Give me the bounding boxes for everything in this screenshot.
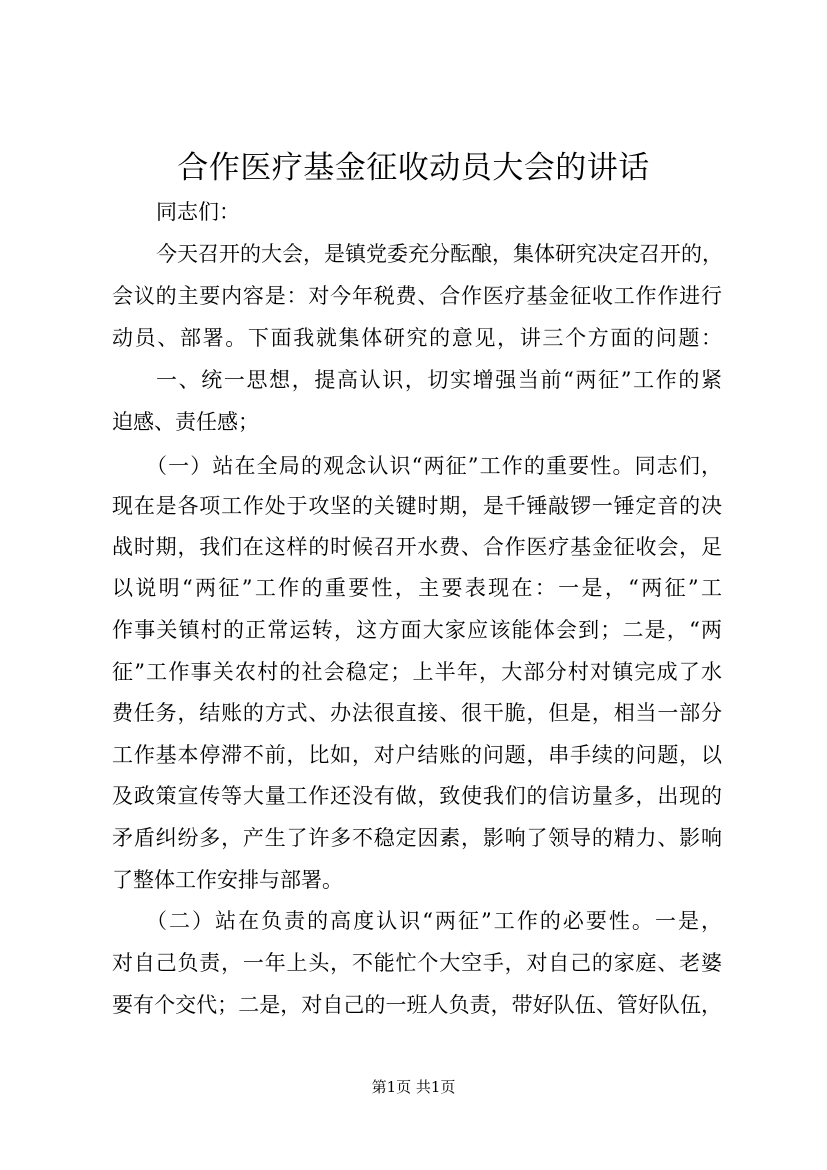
section-heading-line: 一、统一思想，提高认识，切实增强当前“两征”工作的紧 — [156, 368, 722, 392]
paragraph-line: 以说明“两征”工作的重要性，主要表现在：一是，“两征”工 — [112, 576, 722, 600]
paragraph-line: 动员、部署。下面我就集体研究的意见，讲三个方面的问题： — [112, 326, 722, 350]
paragraph-line: 要有个交代；二是，对自己的一班人负责，带好队伍、管好队伍， — [112, 993, 722, 1017]
section-heading-line: 迫感、责任感； — [112, 410, 259, 434]
salutation: 同志们： — [156, 200, 240, 224]
paragraph-line: 对自己负责，一年上头，不能忙个大空手，对自己的家庭、老婆 — [112, 951, 722, 975]
paragraph-line: 了整体工作安排与部署。 — [112, 868, 343, 892]
paragraph-line: 会议的主要内容是：对今年税费、合作医疗基金征收工作作进行 — [112, 284, 722, 308]
paragraph-line: 现在是各项工作处于攻坚的关键时期，是千锤敲锣一锤定音的决 — [112, 494, 722, 518]
paragraph-line: 费任务，结账的方式、办法很直接、很干脆，但是，相当一部分 — [112, 701, 722, 725]
paragraph-line: 作事关镇村的正常运转，这方面大家应该能体会到；二是，“两 — [112, 618, 722, 642]
page-footer: 第1页 共1页 — [371, 1078, 456, 1096]
paragraph-line: （二）站在负责的高度认识“两征”工作的必要性。一是， — [146, 909, 722, 933]
paragraph-line: 及政策宣传等大量工作还没有做，致使我们的信访量多，出现的 — [112, 784, 722, 808]
paragraph-line: （一）站在全局的观念认识“两征”工作的重要性。同志们， — [146, 454, 722, 478]
paragraph-line: 工作基本停滞不前，比如，对户结账的问题，串手续的问题，以 — [112, 743, 722, 767]
paragraph-line: 矛盾纠纷多，产生了许多不稳定因素，影响了领导的精力、影响 — [112, 826, 722, 850]
paragraph-line: 今天召开的大会，是镇党委充分酝酿，集体研究决定召开的， — [156, 242, 723, 266]
paragraph-line: 战时期，我们在这样的时候召开水费、合作医疗基金征收会，足 — [112, 535, 722, 559]
paragraph-line: 征”工作事关农村的社会稳定；上半年，大部分村对镇完成了水 — [112, 660, 722, 684]
page-title: 合作医疗基金征收动员大会的讲话 — [177, 150, 650, 186]
